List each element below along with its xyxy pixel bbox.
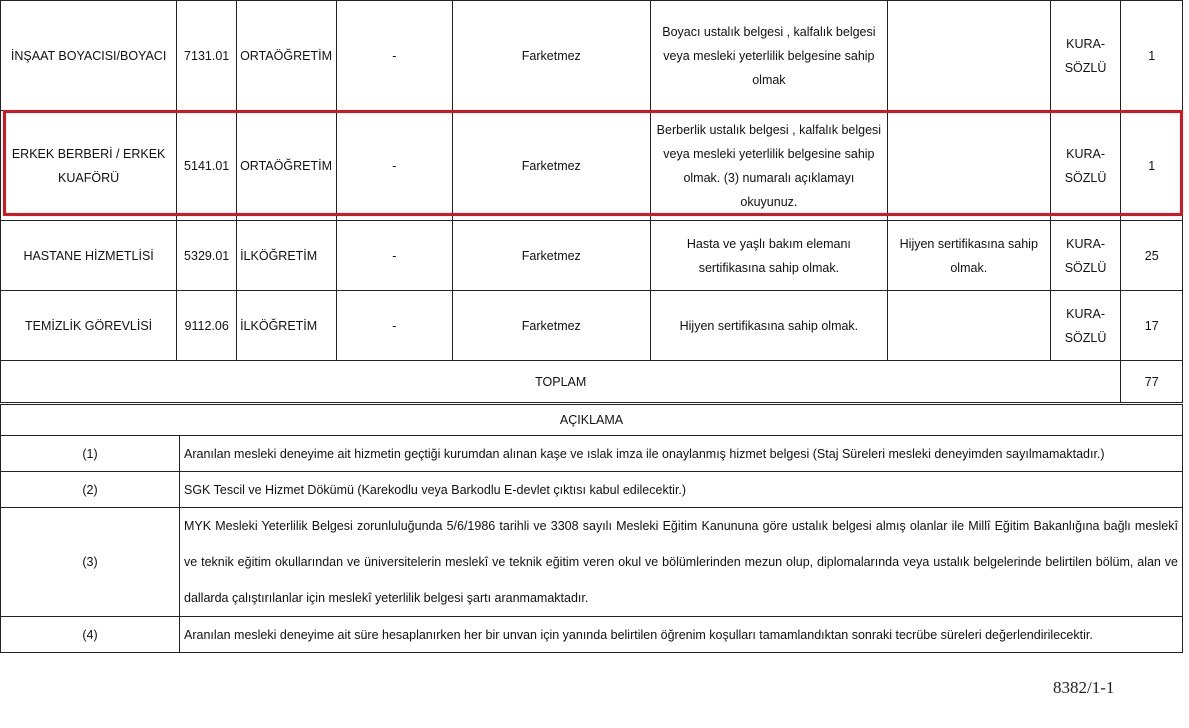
education-level: ORTAÖĞRETİM <box>237 1 337 111</box>
selection-method: KURA-SÖZLÜ <box>1050 111 1121 221</box>
explanation-heading: AÇIKLAMA <box>1 405 1183 436</box>
position-title: HASTANE HİZMETLİSİ <box>1 221 177 291</box>
position-count: 25 <box>1121 221 1183 291</box>
total-value: 77 <box>1121 361 1183 403</box>
dash-cell: - <box>336 291 452 361</box>
education-level: İLKÖĞRETİM <box>237 291 337 361</box>
extra-requirement-cell <box>887 111 1050 221</box>
dash-cell: - <box>336 221 452 291</box>
gender-cell: Farketmez <box>452 221 650 291</box>
position-count: 1 <box>1121 111 1183 221</box>
table-row <box>1 291 1183 361</box>
position-count: 1 <box>1121 1 1183 111</box>
explanation-text: Aranılan mesleki deneyime ait hizmetin geçtiği kurumdan alınan kaşe ve ıslak imza ile onaylanmış hizmet belgesi (Staj Süreleri mesleki deneyimden sayılmamaktadır.) <box>180 436 1183 472</box>
explanation-row <box>1 436 1183 472</box>
education-level: ORTAÖĞRETİM <box>237 111 337 221</box>
requirement-cell: Boyacı ustalık belgesi , kalfalık belgesi veya mesleki yeterlilik belgesine sahip olmak <box>650 1 887 111</box>
gender-cell: Farketmez <box>452 291 650 361</box>
explanation-table <box>0 404 1183 653</box>
position-code: 5329.01 <box>177 221 237 291</box>
position-title: ERKEK BERBERİ / ERKEK KUAFÖRÜ <box>1 111 177 221</box>
extra-requirement-cell: Hijyen sertifikasına sahip olmak. <box>887 221 1050 291</box>
position-title: TEMİZLİK GÖREVLİSİ <box>1 291 177 361</box>
table-row <box>1 221 1183 291</box>
position-code: 9112.06 <box>177 291 237 361</box>
position-code: 5141.01 <box>177 111 237 221</box>
table-row <box>1 1 1183 111</box>
gender-cell: Farketmez <box>452 1 650 111</box>
extra-requirement-cell <box>887 1 1050 111</box>
explanation-row <box>1 472 1183 508</box>
explanation-number: (4) <box>1 617 180 653</box>
explanation-row <box>1 508 1183 617</box>
requirement-cell: Hijyen sertifikasına sahip olmak. <box>650 291 887 361</box>
explanation-text: SGK Tescil ve Hizmet Dökümü (Karekodlu veya Barkodlu E-devlet çıktısı kabul edilecektir.) <box>180 472 1183 508</box>
extra-requirement-cell <box>887 291 1050 361</box>
explanation-row <box>1 617 1183 653</box>
total-row <box>1 361 1183 403</box>
dash-cell: - <box>336 111 452 221</box>
explanation-heading-row <box>1 405 1183 436</box>
total-label: TOPLAM <box>1 361 1121 403</box>
document-number: 8382/1-1 <box>1053 678 1115 697</box>
explanation-number: (1) <box>1 436 180 472</box>
education-level: İLKÖĞRETİM <box>237 221 337 291</box>
selection-method: KURA-SÖZLÜ <box>1050 291 1121 361</box>
explanation-number: (3) <box>1 508 180 617</box>
explanation-text: Aranılan mesleki deneyime ait süre hesaplanırken her bir unvan için yanında belirtilen öğrenim koşulları tamamlandıktan sonraki tecrübe süreleri değerlendirilecektir. <box>180 617 1183 653</box>
dash-cell: - <box>336 1 452 111</box>
selection-method: KURA-SÖZLÜ <box>1050 1 1121 111</box>
explanation-text: MYK Mesleki Yeterlilik Belgesi zorunluluğunda 5/6/1986 tarihli ve 3308 sayılı Mesleki Eğitim Kanununa göre ustalık belgesi almış olanlar ile Millî Eğitim Bakanlığına bağlı meslekî ve teknik eğitim okullarından ve üniversitelerin meslekî ve teknik eğitim veren okul ve bölümlerinden mezun olup, diplomalarında veya ustalık belgelerinde belirtilen bölüm, alan ve dallarda çalıştırılanlar için meslekî yeterlilik belgesi şartı aranmamaktadır. <box>180 508 1183 617</box>
selection-method: KURA-SÖZLÜ <box>1050 221 1121 291</box>
position-code: 7131.01 <box>177 1 237 111</box>
position-count: 17 <box>1121 291 1183 361</box>
requirement-cell: Berberlik ustalık belgesi , kalfalık belgesi veya mesleki yeterlilik belgesine sahip olmak. (3) numaralı açıklamayı okuyunuz. <box>650 111 887 221</box>
table-row <box>1 111 1183 221</box>
requirement-cell: Hasta ve yaşlı bakım elemanı sertifikasına sahip olmak. <box>650 221 887 291</box>
position-title: İNŞAAT BOYACISI/BOYACI <box>1 1 177 111</box>
explanation-number: (2) <box>1 472 180 508</box>
gender-cell: Farketmez <box>452 111 650 221</box>
